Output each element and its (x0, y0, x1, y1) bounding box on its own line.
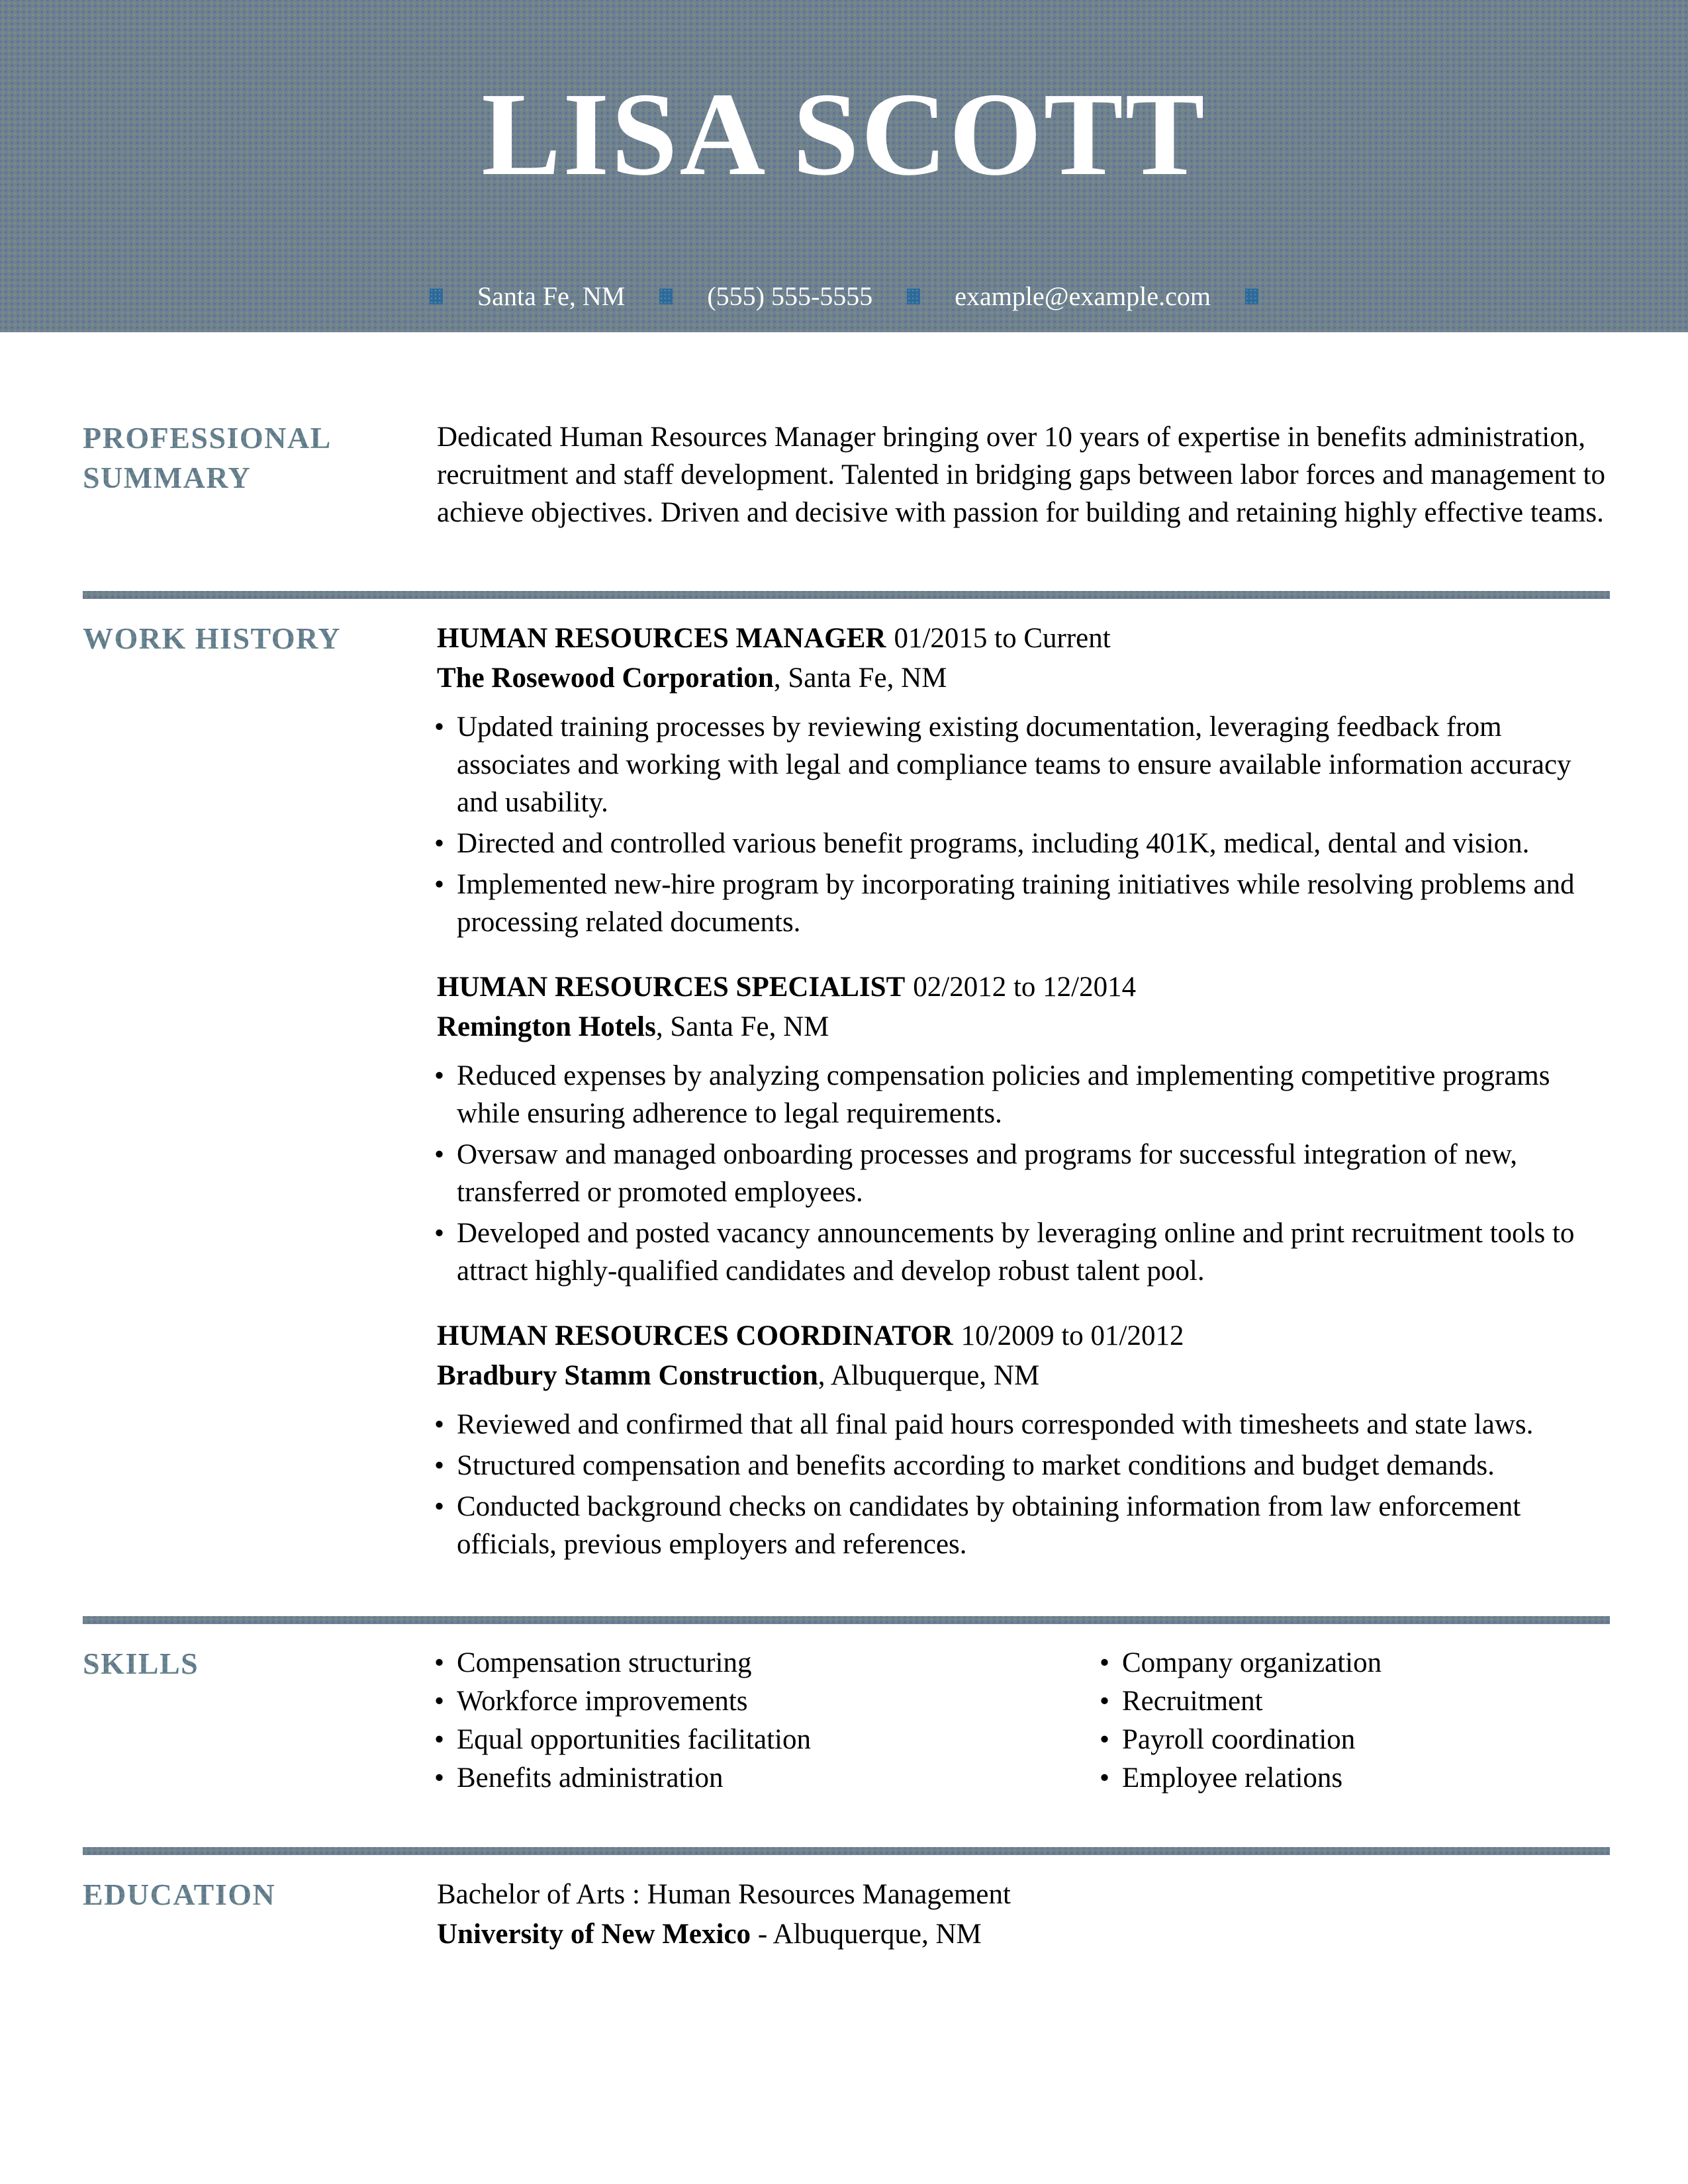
bullet-item: • Reduced expenses by analyzing compensation policies and implementing competitive programs while ensuring adherence to legal requirements. (437, 1057, 1610, 1132)
job-dates: 01/2015 to Current (894, 623, 1111, 654)
section-professional-summary (83, 418, 1610, 565)
contact-email: example@example.com (955, 281, 1211, 311)
section-label (83, 619, 437, 659)
section-label (83, 418, 437, 498)
contact-bar (0, 281, 1688, 312)
job-location: Santa Fe, NM (670, 1011, 829, 1042)
job-company: Bradbury Stamm Construction (437, 1360, 818, 1391)
section-content (437, 619, 1610, 1590)
skill-item: • Company organization (1102, 1644, 1610, 1682)
bullet-list (437, 1406, 1610, 1563)
square-separator-icon (659, 289, 673, 304)
work-history-heading: WORK HISTORY (83, 619, 410, 659)
section-label (83, 1644, 437, 1684)
section-content (437, 1875, 1610, 1954)
skill-item: • Workforce improvements (437, 1682, 1102, 1720)
job-title: HUMAN RESOURCES COORDINATOR (437, 1320, 953, 1351)
bullet-item: • Implemented new-hire program by incorporating training initiatives while resolving problems and processing related documents. (437, 866, 1610, 941)
square-separator-icon (907, 289, 920, 304)
job-dates: 02/2012 to 12/2014 (913, 972, 1137, 1003)
separator: , (818, 1360, 831, 1391)
job-company: Remington Hotels (437, 1011, 656, 1042)
job-dates: 10/2009 to 01/2012 (961, 1320, 1184, 1351)
contact-location: Santa Fe, NM (477, 281, 626, 311)
section-divider (83, 1616, 1610, 1624)
job-title: HUMAN RESOURCES SPECIALIST (437, 972, 906, 1003)
education-school-line (437, 1915, 1610, 1954)
skills-heading: SKILLS (83, 1644, 410, 1684)
bullet-item: • Developed and posted vacancy announcements by leveraging online and print recruitment tools to attract highly-qualified candidates and develop robust talent pool. (437, 1214, 1610, 1290)
education-location: Albuquerque, NM (773, 1919, 982, 1950)
separator: - (751, 1919, 773, 1950)
job-company-line (437, 1356, 1610, 1396)
bullet-item: • Reviewed and confirmed that all final paid hours corresponded with timesheets and state laws. (437, 1406, 1610, 1443)
bullet-item: • Updated training processes by reviewing existing documentation, leveraging feedback from associates and working with legal and compliance teams to ensure available information accuracy and usability. (437, 708, 1610, 821)
separator: , (773, 662, 788, 694)
skill-item: • Benefits administration (437, 1759, 1102, 1797)
job-company-line (437, 659, 1610, 698)
resume-body (0, 418, 1688, 1954)
education-degree: Bachelor of Arts : Human Resources Management (437, 1879, 1011, 1910)
section-content (437, 418, 1610, 565)
job-entry (437, 1316, 1610, 1563)
summary-text: Dedicated Human Resources Manager bringing over 10 years of expertise in benefits administration, recruitment and staff development. Talented in bridging gaps between labor forces and management to achieve objectives. Driven and decisive with passion for building and retaining highly effective teams. (437, 422, 1605, 528)
skill-item: • Employee relations (1102, 1759, 1610, 1797)
job-entry (437, 968, 1610, 1290)
skills-column-2 (1102, 1644, 1610, 1797)
separator: , (655, 1011, 671, 1042)
summary-heading: PROFESSIONAL SUMMARY (83, 418, 410, 498)
job-entry (437, 619, 1610, 941)
section-label (83, 1875, 437, 1915)
person-name: LISA SCOTT (481, 68, 1207, 200)
section-divider (83, 1847, 1610, 1855)
education-school: University of New Mexico (437, 1919, 751, 1950)
job-title: HUMAN RESOURCES MANAGER (437, 623, 886, 654)
bullet-list (437, 1057, 1610, 1290)
education-heading: EDUCATION (83, 1875, 410, 1915)
job-location: Santa Fe, NM (788, 662, 947, 694)
square-separator-icon (430, 289, 443, 304)
square-separator-icon (1245, 289, 1258, 304)
skill-item: • Compensation structuring (437, 1644, 1102, 1682)
section-divider (83, 591, 1610, 599)
skill-item: • Equal opportunities facilitation (437, 1721, 1102, 1758)
job-company: The Rosewood Corporation (437, 662, 774, 694)
section-skills (83, 1644, 1610, 1821)
section-education (83, 1875, 1610, 1954)
section-work-history (83, 619, 1610, 1590)
bullet-item: • Oversaw and managed onboarding processes and programs for successful integration of new, transferred or promoted employees. (437, 1136, 1610, 1211)
bullet-item: • Structured compensation and benefits according to market conditions and budget demands. (437, 1447, 1610, 1484)
job-company-line (437, 1007, 1610, 1047)
job-title-line (437, 619, 1610, 659)
job-title-line (437, 1316, 1610, 1356)
skill-item: • Recruitment (1102, 1682, 1610, 1720)
skills-column-1 (437, 1644, 1102, 1797)
bullet-list (437, 708, 1610, 941)
skill-item: • Payroll coordination (1102, 1721, 1610, 1758)
section-content (437, 1644, 1610, 1821)
job-location: Albuquerque, NM (830, 1360, 1040, 1391)
job-title-line (437, 968, 1610, 1007)
contact-phone: (555) 555-5555 (707, 281, 873, 311)
bullet-item: • Directed and controlled various benefit programs, including 401K, medical, dental and vision. (437, 825, 1610, 862)
header-banner (0, 0, 1688, 332)
bullet-item: • Conducted background checks on candidates by obtaining information from law enforcement officials, previous employers and references. (437, 1488, 1610, 1563)
